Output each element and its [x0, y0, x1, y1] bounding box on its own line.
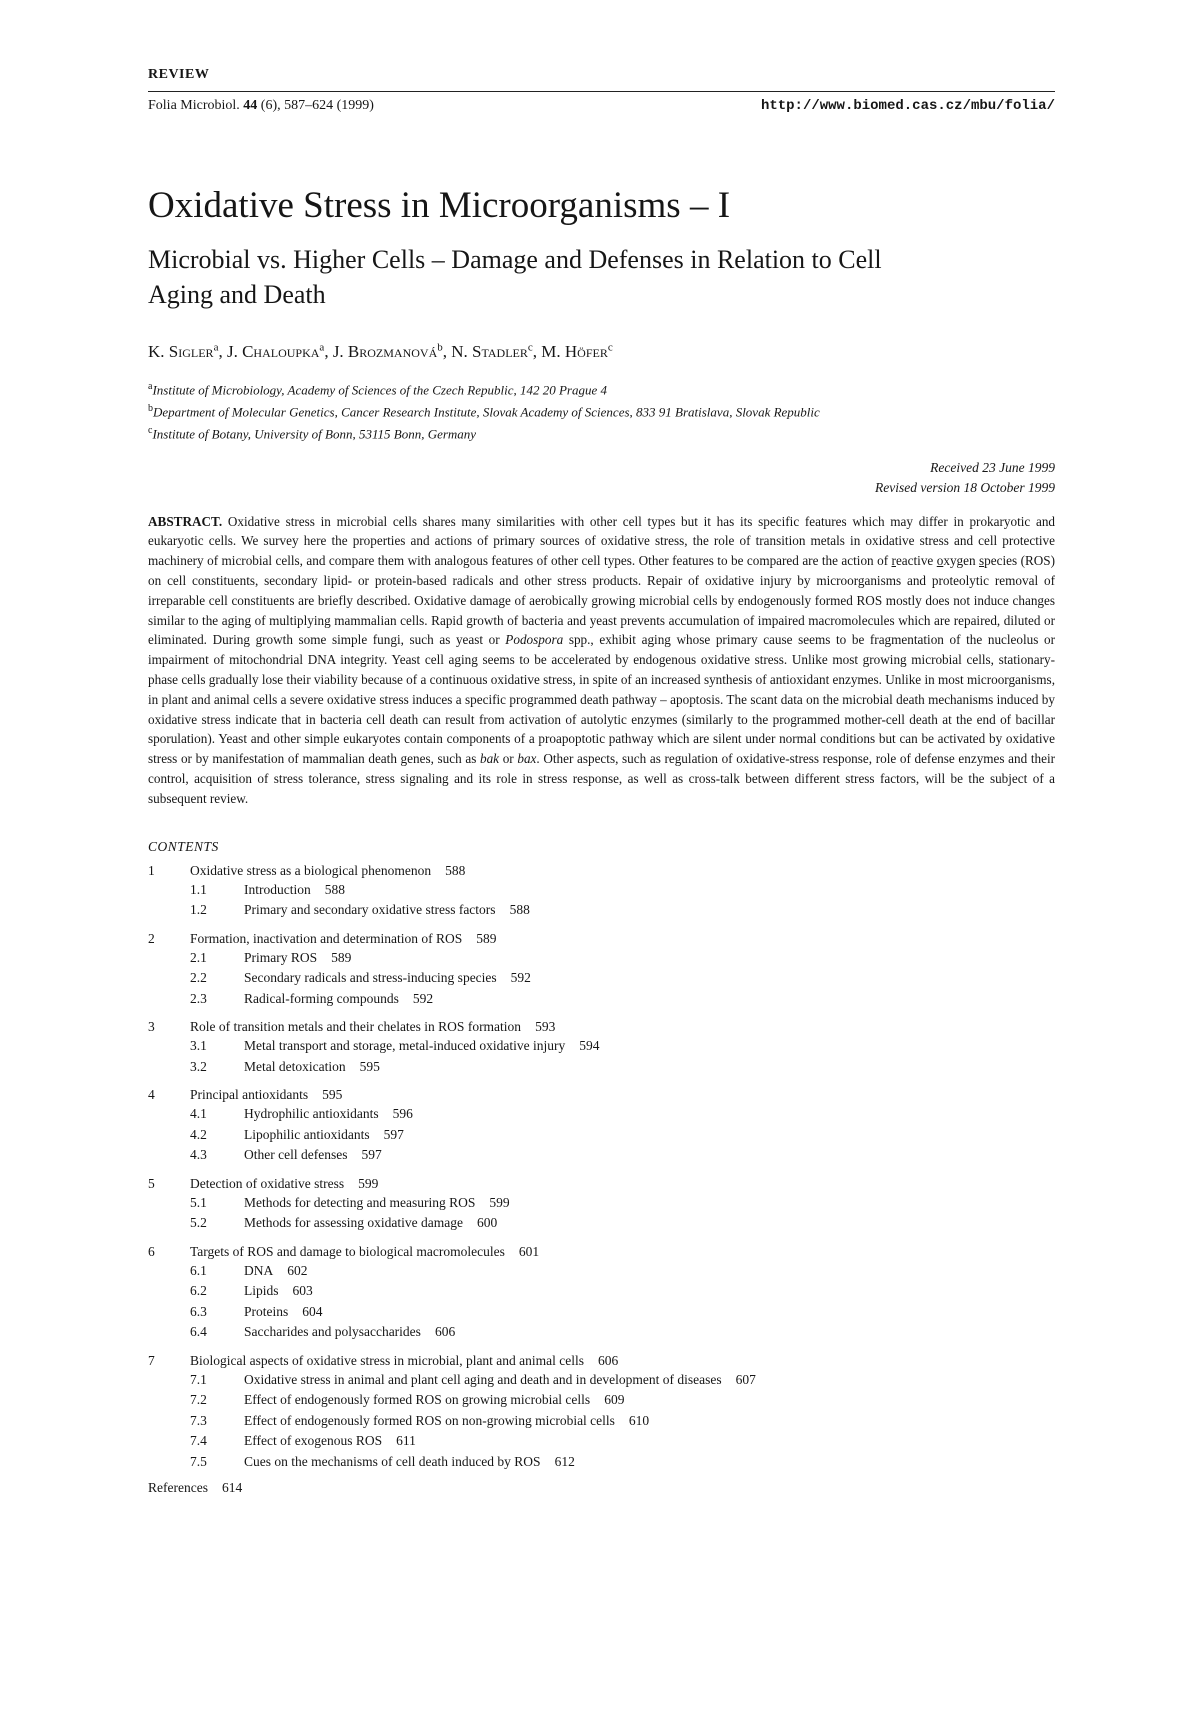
toc-subsection[interactable] — [148, 1057, 1055, 1078]
toc-subsection-number: 7.4 — [190, 1433, 207, 1449]
toc-subsection-number: 5.1 — [190, 1194, 207, 1210]
journal-name: Folia Microbiol. — [148, 98, 240, 113]
toc-subsection-page: 611 — [396, 1433, 416, 1449]
toc-subsection-page: 603 — [292, 1283, 313, 1299]
author-separator: , — [218, 341, 227, 361]
toc-subsection-number: 6.4 — [190, 1324, 207, 1340]
toc-section[interactable] — [148, 1174, 1055, 1193]
author-separator: , — [324, 341, 333, 361]
author — [227, 342, 333, 361]
toc-subsection-page: 589 — [331, 949, 352, 965]
toc-subsection-title: Oxidative stress in animal and plant cell aging and death and in development of diseases — [244, 1371, 722, 1387]
toc-subsection[interactable] — [148, 900, 1055, 921]
author-name: J. Brozmanová — [332, 341, 438, 361]
toc-section-page: 606 — [598, 1352, 619, 1368]
abstract — [148, 512, 1055, 809]
toc-subsection-number: 7.1 — [190, 1371, 207, 1387]
affiliation-mark: b — [148, 402, 153, 414]
toc-section-number: 5 — [148, 1175, 155, 1191]
toc-subsection-title: Metal detoxication — [244, 1058, 346, 1074]
toc-subsection-page: 597 — [361, 1147, 382, 1163]
toc-subsection-number: 6.2 — [190, 1283, 207, 1299]
toc-subsection-title: Radical-forming compounds — [244, 990, 399, 1006]
toc-section-page: 601 — [518, 1243, 540, 1259]
toc-section[interactable] — [148, 1242, 1055, 1261]
affiliation-list — [148, 377, 1055, 444]
toc-subsection-page: 597 — [383, 1126, 404, 1142]
author — [541, 342, 612, 361]
abstract-label: ABSTRACT. — [148, 513, 223, 529]
abstract-gene-bak: bak — [479, 751, 500, 767]
toc-subsection-number: 4.2 — [190, 1126, 207, 1142]
toc-subsection[interactable] — [148, 1261, 1055, 1282]
article-title: Oxidative Stress in Microorganisms – I — [148, 185, 731, 226]
toc-subsection[interactable] — [148, 1193, 1055, 1214]
author-name: J. Chaloupka — [226, 341, 320, 361]
toc-subsection-number: 7.2 — [190, 1392, 207, 1408]
affiliation-mark: c — [148, 425, 153, 437]
references-page: 614 — [221, 1480, 243, 1496]
abstract-acronym-r: r — [891, 553, 896, 569]
toc-subsection-title: Lipophilic antioxidants — [244, 1126, 370, 1142]
affiliation — [148, 399, 1055, 421]
toc-subsection-title: Effect of exogenous ROS — [244, 1433, 383, 1449]
toc-subsection-number: 3.2 — [190, 1058, 207, 1074]
affiliation-text: Department of Molecular Genetics, Cancer Research Institute, Slovak Academy of Sciences, 833 91 Bratislava, Slovak Republic — [153, 404, 820, 420]
toc-section[interactable] — [148, 1085, 1055, 1104]
toc-subsection-title: Cues on the mechanisms of cell death induced by ROS — [244, 1453, 541, 1469]
toc-subsection-page: 592 — [412, 990, 434, 1006]
toc-section-page: 593 — [535, 1019, 556, 1035]
toc-subsection-title: Metal transport and storage, metal-induced oxidative injury — [244, 1038, 566, 1054]
toc-section-title: Principal antioxidants — [190, 1087, 309, 1103]
toc-subsection[interactable] — [148, 880, 1055, 901]
author-separator: , — [532, 341, 542, 361]
toc-subsection-number: 1.1 — [190, 881, 207, 897]
toc-subsection-title: Other cell defenses — [244, 1147, 348, 1163]
toc-subsection[interactable] — [148, 1322, 1055, 1343]
abstract-text-2: pecies (ROS) on cell constituents, secondary lipid- or protein-based radicals and other stress products. Repair of oxidative injury by microorganisms and proteolytic removal of irreparable cell constituents are briefly described. Oxidative damage of aerobically growing microbial cells by endogenously formed ROS mostly does not induce changes similar to the aging of multiplying mammalian cells. Rapid growth of bacteria and yeast prevents accumulation of impaired macromolecules which are repaired, diluted or eliminated. During growth some simple fungi, such as yeast or — [148, 553, 1056, 648]
abstract-gene-bax: bax — [517, 751, 537, 767]
toc-subsection-number: 2.1 — [190, 949, 207, 965]
toc-subsection-number: 1.2 — [190, 902, 207, 918]
author-affiliation-mark: b — [437, 341, 443, 353]
toc-subsection-number: 2.2 — [190, 970, 207, 986]
journal-volume: 44 — [243, 98, 258, 113]
author-list — [148, 336, 1055, 363]
toc-section-number: 6 — [148, 1243, 155, 1259]
toc-section-number: 2 — [148, 930, 155, 946]
toc-subsection-number: 5.2 — [190, 1215, 207, 1231]
toc-subsection-page: 594 — [579, 1038, 600, 1054]
toc-subsection[interactable] — [148, 1213, 1055, 1234]
abstract-acronym-o: o — [936, 553, 944, 569]
abstract-text-4: . Other aspects, such as regulation of oxidative-stress response, role of defense enzymes and their control, acquisition of stress tolerance, stress signaling and its role in stress response, as well as cross-talk between different stress factors, will be the subject of a subsequent review. — [148, 751, 1056, 806]
toc-section-title: Role of transition metals and their chelates in ROS formation — [190, 1019, 522, 1035]
toc-subsection-title: Proteins — [244, 1303, 289, 1319]
affiliation-text: Institute of Microbiology, Academy of Sciences of the Czech Republic, 142 20 Prague 4 — [152, 381, 607, 397]
author-name: M. Höfer — [541, 341, 608, 361]
toc-subsection-number: 4.3 — [190, 1147, 207, 1163]
toc-section-title: Detection of oxidative stress — [190, 1175, 345, 1191]
toc-section-number: 3 — [148, 1019, 155, 1035]
toc-subsection[interactable] — [148, 1104, 1055, 1125]
toc-subsection-page: 604 — [302, 1303, 323, 1319]
toc-subsection[interactable] — [148, 1370, 1055, 1391]
author-affiliation-mark: c — [607, 341, 613, 353]
toc-section[interactable] — [148, 929, 1055, 948]
author-affiliation-mark: c — [527, 341, 533, 353]
toc-subsection-page: 592 — [510, 970, 531, 986]
revised-date: Revised version 18 October 1999 — [875, 479, 1055, 495]
toc-section[interactable] — [148, 861, 1055, 880]
toc-subsection[interactable] — [148, 1036, 1055, 1057]
toc-section-page: 589 — [476, 930, 497, 946]
toc-section-page: 599 — [358, 1175, 379, 1191]
abstract-text-or: or — [502, 751, 514, 767]
table-of-contents — [148, 861, 1055, 1473]
author — [333, 342, 451, 361]
toc-subsection-title: Secondary radicals and stress-inducing species — [244, 970, 497, 986]
contents-heading: CONTENTS — [148, 838, 219, 854]
toc-subsection-title: Primary ROS — [244, 949, 318, 965]
section-label: REVIEW — [148, 67, 210, 82]
toc-subsection-number: 7.5 — [190, 1453, 207, 1469]
toc-subsection[interactable] — [148, 989, 1055, 1010]
toc-subsection-page: 588 — [509, 902, 530, 918]
toc-subsection[interactable] — [148, 948, 1055, 969]
author-name: N. Stadler — [451, 341, 528, 361]
toc-section-title: Oxidative stress as a biological phenomenon — [190, 862, 432, 878]
toc-subsection[interactable] — [148, 1302, 1055, 1323]
references-label: References — [148, 1480, 208, 1496]
toc-subsection[interactable] — [148, 1452, 1055, 1473]
received-dates — [148, 458, 1055, 498]
toc-section-title: Biological aspects of oxidative stress in microbial, plant and animal cells — [190, 1352, 585, 1368]
toc-subsection-number: 2.3 — [190, 990, 207, 1006]
toc-subsection[interactable] — [148, 1281, 1055, 1302]
abstract-text-rl4: xygen — [943, 553, 980, 569]
toc-section-number: 4 — [148, 1087, 155, 1103]
abstract-text-3: spp., exhibit aging whose primary cause seems to be fragmentation of the nucleolus or impairment of mitochondrial DNA integrity. Yeast cell aging seems to be accelerated by endogenous oxidative stress. Unlike most growing microbial cells, stationary-phase cells gradually lose their viability because of a continuous oxidative stress, in spite of an increased synthesis of antioxidant enzymes. Unlike in most microorganisms, in plant and animal cells a severe oxidative stress induces a specific programmed death pathway – apoptosis. The scant data on the microbial death mechanisms induced by oxidative stress indicate that in bacteria cell death can result from activation of autolytic enzymes (similarly to the programmed mother-cell death at the end of bacillar sporulation). Yeast and other simple eukaryotes contain components of a proapoptotic pathway which are silent under normal conditions but can be activated by oxidative stress or by manifestation of mammalian death genes, such as — [148, 632, 1056, 767]
toc-subsection-title: Introduction — [244, 881, 311, 897]
toc-subsection-page: 596 — [392, 1106, 413, 1122]
toc-subsection-number: 3.1 — [190, 1038, 207, 1054]
toc-section-title: Targets of ROS and damage to biological macromolecules — [190, 1243, 505, 1259]
toc-subsection-number: 6.3 — [190, 1303, 207, 1319]
journal-issue: (6), 587–624 (1999) — [260, 98, 374, 113]
citation — [148, 98, 374, 114]
toc-subsection-page: 600 — [476, 1215, 498, 1231]
toc-section-number: 1 — [148, 862, 155, 878]
toc-subsection[interactable] — [148, 1431, 1055, 1452]
toc-subsection-title: Lipids — [244, 1283, 279, 1299]
toc-subsection-page: 595 — [359, 1058, 380, 1074]
toc-subsection-page: 606 — [434, 1324, 456, 1340]
toc-subsection[interactable] — [148, 1145, 1055, 1166]
author — [451, 342, 541, 361]
toc-section-page: 595 — [322, 1087, 343, 1103]
toc-section-number: 7 — [148, 1352, 155, 1368]
toc-subsection[interactable] — [148, 968, 1055, 989]
toc-subsection-title: Effect of endogenously formed ROS on growing microbial cells — [244, 1392, 591, 1408]
toc-subsection[interactable] — [148, 1390, 1055, 1411]
toc-references[interactable] — [148, 1478, 1055, 1497]
author-affiliation-mark: a — [213, 341, 219, 353]
journal-url[interactable]: http://www.biomed.cas.cz/mbu/folia/ — [760, 98, 1055, 114]
toc-subsection-title: Primary and secondary oxidative stress factors — [244, 902, 496, 918]
author-affiliation-mark: a — [319, 341, 325, 353]
toc-subsection-page: 612 — [554, 1453, 575, 1469]
affiliation-mark: a — [148, 380, 153, 392]
received-date: Received 23 June 1999 — [930, 459, 1055, 475]
toc-subsection-title: Methods for detecting and measuring ROS — [244, 1194, 476, 1210]
toc-subsection-title: DNA — [244, 1262, 274, 1278]
author-separator: , — [442, 341, 452, 361]
toc-subsection-page: 599 — [489, 1194, 510, 1210]
toc-subsection-title: Effect of endogenously formed ROS on non-growing microbial cells — [244, 1412, 615, 1428]
toc-subsection-page: 609 — [604, 1392, 625, 1408]
toc-subsection-title: Saccharides and polysaccharides — [244, 1324, 421, 1340]
header-rule — [148, 91, 1055, 92]
toc-subsection[interactable] — [148, 1411, 1055, 1432]
toc-subsection[interactable] — [148, 1125, 1055, 1146]
article-subtitle: Microbial vs. Higher Cells – Damage and Defenses in Relation to Cell Aging and Death — [148, 245, 882, 309]
toc-subsection-number: 4.1 — [190, 1106, 207, 1122]
author — [148, 342, 227, 361]
article-page — [148, 66, 1055, 1497]
affiliation — [148, 421, 1055, 443]
toc-subsection-number: 6.1 — [190, 1262, 207, 1278]
toc-subsection-page: 588 — [324, 881, 345, 897]
toc-subsection-title: Hydrophilic antioxidants — [244, 1106, 379, 1122]
toc-subsection-number: 7.3 — [190, 1412, 207, 1428]
toc-section-title: Formation, inactivation and determination of ROS — [190, 930, 463, 946]
toc-section[interactable] — [148, 1351, 1055, 1370]
abstract-genus: Podospora — [505, 632, 564, 648]
toc-subsection-page: 607 — [735, 1371, 756, 1387]
abstract-text-1: Oxidative stress in microbial cells shares many similarities with other cell types but it has its specific features which may differ in prokaryotic and eukaryotic cells. We survey here the properties and actions of primary sources of oxidative stress, the role of transition metals in oxidative stress and cell protective machinery of microbial cells, and compare them with analogous features of other cell types. Other features to be compared are the action of — [148, 513, 1056, 569]
author-name: K. Sigler — [148, 341, 214, 361]
toc-subsection-page: 610 — [628, 1412, 650, 1428]
toc-section-page: 588 — [445, 862, 466, 878]
journal-header — [148, 98, 1055, 114]
toc-section[interactable] — [148, 1017, 1055, 1036]
toc-subsection-page: 602 — [287, 1262, 308, 1278]
abstract-acronym-s: s — [979, 553, 985, 569]
abstract-text-rl2: eactive — [895, 553, 937, 569]
affiliation-text: Institute of Botany, University of Bonn, 53115 Bonn, Germany — [152, 426, 477, 442]
affiliation — [148, 377, 1055, 399]
toc-subsection-title: Methods for assessing oxidative damage — [244, 1215, 463, 1231]
